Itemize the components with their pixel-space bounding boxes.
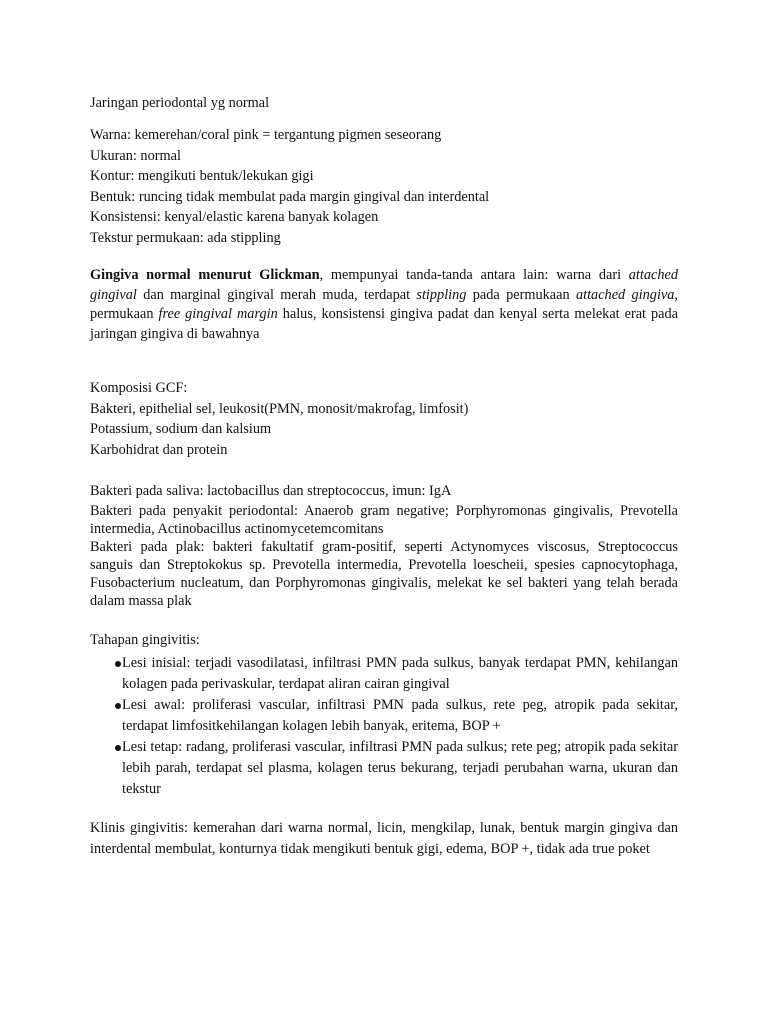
bakteri-penyakit-periodontal: Bakteri pada penyakit periodontal: Anaerob gram negative; Porphyromonas gingivalis, Prevotella intermedia, Actinobacillus actinomycetemcomitans: [90, 503, 678, 537]
glickman-paragraph: [90, 266, 678, 344]
bullet-icon: [115, 661, 121, 667]
glickman-text-1: , mempunyai tanda-tanda antara lain: warna dari: [319, 267, 629, 283]
glickman-bold-lead: Gingiva normal menurut Glickman: [90, 267, 320, 283]
bakteri-saliva: Bakteri pada saliva: lactobacillus dan streptococcus, imun: IgA: [90, 483, 452, 499]
glickman-text-3: pada permukaan: [466, 286, 576, 303]
glickman-text-4: , permukaan: [90, 286, 678, 322]
glickman-italic-1: attached gingival: [90, 267, 678, 303]
glickman-italic-2: stippling: [416, 286, 467, 303]
trait-tekstur: Tekstur permukaan: ada stippling: [90, 229, 281, 246]
normal-traits-list: [90, 125, 678, 248]
gcf-section: [90, 378, 678, 460]
glickman-text-2: dan marginal gingival merah muda, terdapat: [136, 286, 417, 303]
bullet-icon: [115, 703, 121, 709]
trait-bentuk: Bentuk: runcing tidak membulat pada margin gingival dan interdental: [90, 188, 490, 205]
trait-warna: Warna: kemerehan/coral pink = tergantung pigmen seseorang: [90, 127, 442, 143]
lesi-inisial-text: Lesi inisial: terjadi vasodilatasi, infiltrasi PMN pada sulkus, banyak terdapat PMN, kehilangan kolagen pada perivaskular, terdapat aliran cairan gingival: [122, 654, 678, 692]
glickman-italic-4: free gingival margin: [158, 306, 278, 322]
klinis-paragraph: Klinis gingivitis: kemerahan dari warna normal, licin, mengkilap, lunak, bentuk margin gingiva dan interdental membulat, konturnya tidak mengikuti bentuk gigi, edema, BOP +, tidak ada true poket: [90, 820, 678, 857]
gcf-item: Bakteri, epithelial sel, leukosit(PMN, monosit/makrofag, limfosit): [90, 400, 469, 417]
list-item: [90, 695, 678, 737]
gcf-item: Potassium, sodium dan kalsium: [90, 421, 272, 437]
gcf-item: Karbohidrat dan protein: [90, 441, 228, 458]
bullet-icon: [115, 745, 121, 751]
glickman-italic-3: attached gingiva: [575, 286, 675, 303]
list-item: [90, 653, 678, 695]
glickman-text-5: halus, konsistensi gingiva padat dan kenyal serta melekat erat pada jaringan gingiva di bawahnya: [90, 306, 678, 342]
trait-kontur: Kontur: mengikuti bentuk/lekukan gigi: [90, 168, 314, 184]
document-title: Jaringan periodontal yg normal: [90, 95, 270, 111]
lesi-awal-text: Lesi awal: proliferasi vascular, infiltrasi PMN pada sulkus, rete peg, atropik pada sekitar, terdapat limfositkehilangan kolagen lebih banyak, eritema, BOP +: [122, 696, 678, 734]
trait-konsistensi: Konsistensi: kenyal/elastic karena banyak kolagen: [90, 209, 379, 225]
trait-ukuran: Ukuran: normal: [90, 147, 181, 164]
bakteri-plak: Bakteri pada plak: bakteri fakultatif gram-positif, seperti Actynomyces viscosus, Streptococcus sanguis dan Streptokokus sp. Prevotella intermedia, Prevotella loescheii, spesies capnocytophaga, Fusobacterium nucleatum, dan Porphyromonas gingivalis, melekat ke sel bakteri yang telah berada dalam massa plak: [90, 539, 678, 609]
bakteri-section: [90, 482, 678, 610]
lesi-tetap-text: Lesi tetap: radang, proliferasi vascular, infiltrasi PMN pada sulkus; rete peg; atropik pada sekitar lebih parah, terdapat sel plasma, kolagen terus bekurang, terjadi perubahan warna, ukuran dan tekstur: [122, 738, 678, 797]
gcf-heading: Komposisi GCF:: [90, 380, 188, 396]
tahapan-list: [90, 653, 678, 800]
tahapan-section: [90, 630, 678, 800]
list-item: [90, 737, 678, 800]
tahapan-heading: Tahapan gingivitis:: [90, 632, 200, 648]
